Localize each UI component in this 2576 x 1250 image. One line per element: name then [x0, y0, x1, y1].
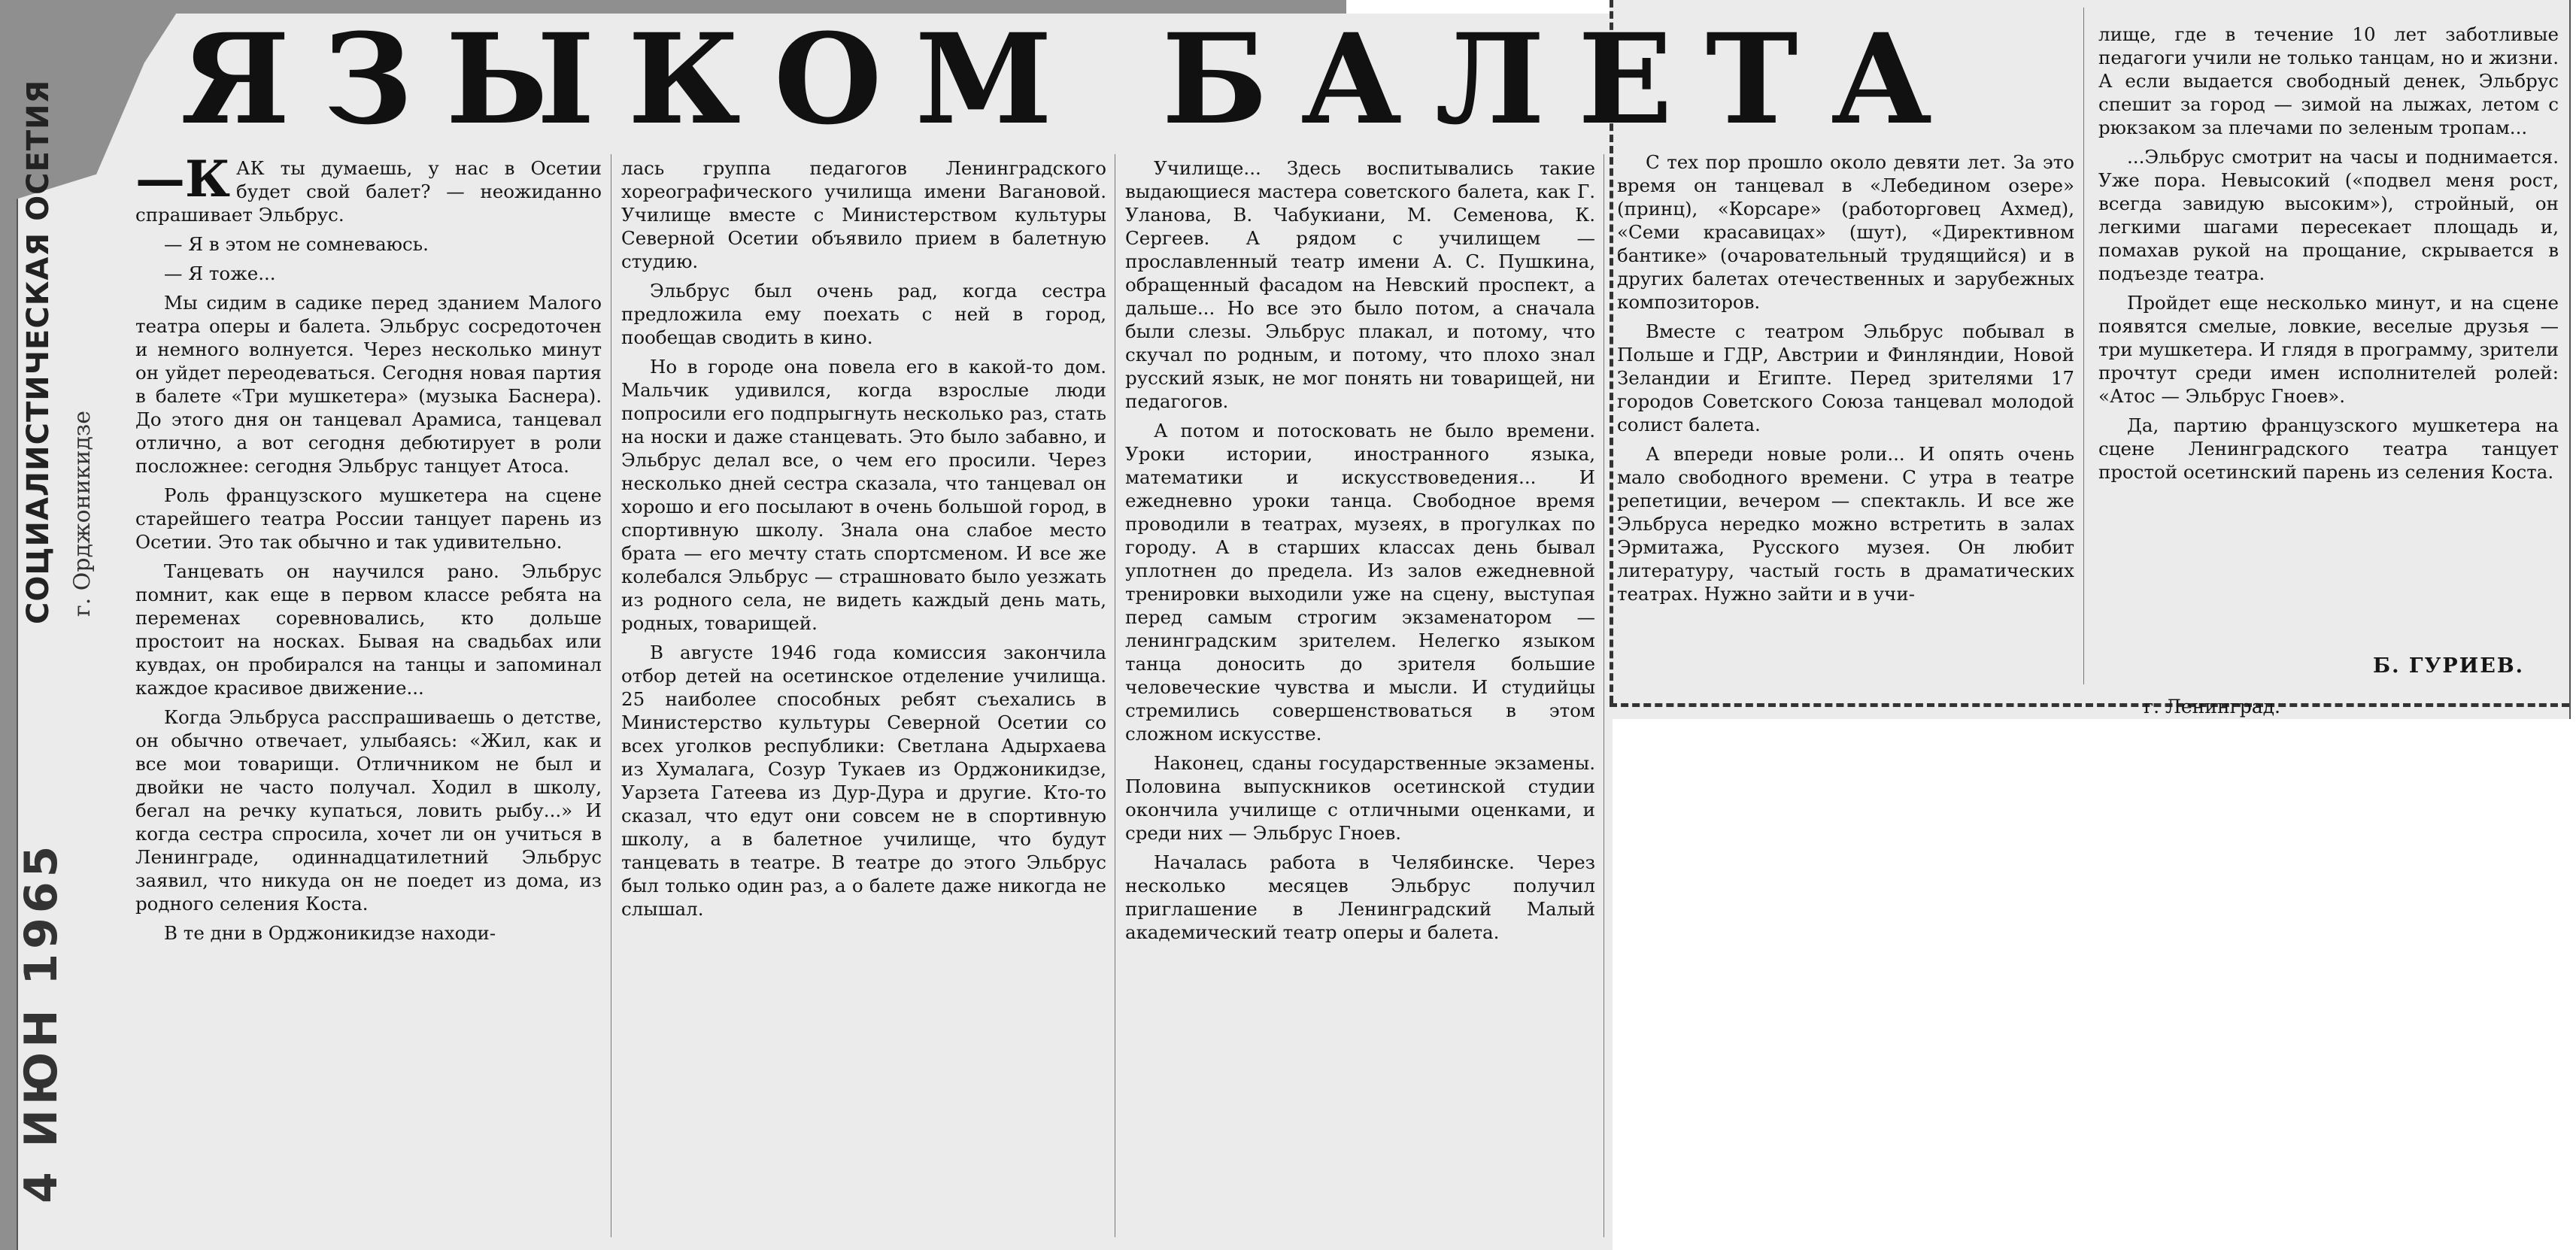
dateline-place: г. Ленинград.: [2144, 696, 2280, 718]
author-signature: Б. ГУРИЕВ.: [2373, 654, 2525, 678]
column-divider: [2083, 8, 2084, 684]
paragraph-text: — Я в этом не сомневаюсь.: [164, 233, 429, 255]
article-paragraph: [135, 262, 602, 285]
paragraph-text: Началась работа в Челябинске. Через несколько месяцев Эльбрус получил приглашение в Ленинградский Малый академический театр оперы и балета.: [1125, 851, 1595, 943]
paragraph-text: Танцевать он научился рано. Эльбрус помнит, как еще в первом классе ребята на переменах соревновались, кто дольше простоит на носках. Бывая на свадьбах или кувдах, он пробирался на танцы и запоминал каждое красивое движение...: [135, 560, 602, 699]
paragraph-text: Наконец, сданы государственные экзамены. Половина выпускников осетинской студии окончила училище с отличными оценками, и среди них — Эльбрус Гноев.: [1125, 752, 1595, 844]
paragraph-text: Когда Эльбруса расспрашиваешь о детстве, он обычно отвечает, улыбаясь: «Жил, как и все мои товарищи. Отличником не был и двойки не часто получал. Ходил в школу, бегал на речку купаться, ловить рыбу...» И когда сестра спросила, хочет ли он учиться в Ленинграде, одиннадцатилетний Эльбрус заявил, что никуда он не поедет из дома, из родного селения Коста.: [135, 706, 602, 915]
article-paragraph: [1617, 320, 2074, 436]
article-paragraph: [1617, 150, 2074, 314]
article-paragraph: [135, 156, 602, 226]
article-column-3: [1125, 156, 1595, 1239]
paragraph-text: лище, где в течение 10 лет заботливые педагоги учили не только танцам, но и жизни. А если выдается свободный денек, Эльбрус спешит за город — зимой на лыжах, летом с рюкзаком за плечами по зеленым тропам...: [2098, 23, 2559, 138]
article-column-5: [2098, 23, 2559, 654]
newspaper-masthead: СОЦИАЛИСТИЧЕСКАЯ ОСЕТИЯ: [21, 79, 56, 624]
article-paragraph: [2098, 23, 2559, 139]
article-paragraph: [135, 291, 602, 478]
drop-cap: —К: [135, 156, 231, 208]
article-paragraph: [135, 921, 602, 945]
article-paragraph: [135, 705, 602, 915]
article-column-1: [135, 156, 602, 1239]
paragraph-text: Пройдет еще несколько минут, и на сцене появятся смелые, ловкие, веселые друзья — три мушкетера. И глядя в программу, зрители прочтут среди имен исполнителей ролей: «Атос — Эльбрус Гноев».: [2098, 292, 2559, 407]
paragraph-text: Да, партию французского мушкетера на сцене Ленинградского театра танцует простой осетинский парень из селения Коста.: [2098, 414, 2559, 483]
article-column-4: [1617, 150, 2074, 699]
newspaper-city: г. Орджоникидзе: [69, 410, 96, 617]
paragraph-text: С тех пор прошло около девяти лет. За это время он танцевал в «Лебедином озере» (принц), «Корсаре» (работорговец Ахмед), «Семи красавицах» (шут), «Директивном бантике» (очаровательный трудящийся) и в других балетах отечественных и зарубежных композиторов.: [1617, 151, 2074, 313]
article-paragraph: [621, 279, 1106, 349]
paragraph-text: — Я тоже...: [164, 262, 276, 284]
paragraph-text: ...Эльбрус смотрит на часы и поднимается. Уже пора. Невысокий («подвел меня рост, всегда завидую высоким»), стройный, он легкими шагами пересекает площадь и, помахав рукой на прощание, скрывается в подъезде театра.: [2098, 146, 2559, 284]
dashed-edge-bottom-right: [1610, 703, 2569, 707]
article-paragraph: [1617, 442, 2074, 605]
date-stamp: 4 ИЮН 1965: [15, 841, 68, 1203]
article-paragraph: [1125, 851, 1595, 944]
paragraph-text: Но в городе она повела его в какой-то дом. Мальчик удивился, когда взрослые люди попросили его подпрыгнуть несколько раз, стать на носки и даже станцевать. Это было забавно, и Эльбрус делал все, о чем его просили. Через несколько дней сестра сказала, что танцевал он хорошо и его посылают в очень большой город, в спортивную школу. Знала она слабое место брата — его мечту стать спортсменом. И все же колебался Эльбрус — страшновато было уезжать из родного села, не видеть каждый день мать, родных, товарищей.: [621, 356, 1106, 634]
paragraph-text: В те дни в Орджоникидзе находи-: [164, 922, 496, 944]
paragraph-text: А впереди новые роли... И опять очень мало свободного времени. С утра в театре репетиции, вечером — спектакль. И все же Эльбруса нередко можно встретить в залах Эрмитажа, Русского музея. Он любит литературу, частый гость в драматических театрах. Нужно зайти и в учи-: [1617, 443, 2074, 605]
article-paragraph: [135, 484, 602, 554]
article-column-2: [621, 156, 1106, 1239]
article-paragraph: [1125, 419, 1595, 745]
paragraph-text: Училище... Здесь воспитывались такие выдающиеся мастера советского балета, как Г. Уланова, В. Чабукиани, М. Семенова, К. Сергеев. А рядом с училищем — прославленный театр имени А. С. Пушкина, обращенный фасадом на Невский проспект, а дальше... Но все это было потом, а сначала были слезы. Эльбрус плакал, и потому, что скучал по родным, и потому, что плохо знал русский язык, не мог понять ни товарищей, ни педагогов.: [1125, 157, 1595, 412]
article-paragraph: [621, 641, 1106, 921]
article-paragraph: [1125, 751, 1595, 845]
paragraph-text: А потом и потосковать не было времени. Уроки истории, иностранного языка, математики и искусствоведения... И ежедневно уроки танца. Свободное время проводили в театрах, музеях, в прогулках по городу. А в старших классах день бывал уплотнен до предела. Из залов ежедневной тренировки выходили уже на сцену, выступая перед самым строгим экзаменатором — ленинградским зрителем. Нелегко языком танца доносить до зрителя большие человеческие чувства и мысли. И студийцы стремились совершенствоваться в этом сложном искусстве.: [1125, 420, 1595, 745]
paragraph-text: В августе 1946 года комиссия закончила отбор детей на осетинское отделение училища. 25 наиболее способных ребят съехались в Министерство культуры Северной Осетии со всех уголков республики: Светлана Адырхаева из Хумалага, Созур Тукаев из Орджоникидзе, Уарзета Гатеева из Дур-Дура и другие. Кто-то сказал, что едут они совсем не в спортивную школу, а в балетное училище, что будут танцевать в театре. В театре до этого Эльбрус был только один раз, а о балете даже никогда не слышал.: [621, 642, 1106, 920]
paragraph-text: Мы сидим в садике перед зданием Малого театра оперы и балета. Эльбрус сосредоточен и немного волнуется. Через несколько минут он уйдет переодеваться. Сегодня новая партия в балете «Три мушкетера» (музыка Баснера). До этого дня он танцевал Арамиса, танцевал отлично, а вот сегодня дебютирует в роли посложнее: сегодня Эльбрус танцует Атоса.: [135, 292, 602, 477]
paragraph-text: лась группа педагогов Ленинградского хореографического училища имени Вагановой. Училище вместе с Министерством культуры Северной Осетии объявило прием в балетную студию.: [621, 157, 1106, 272]
paragraph-text: Эльбрус был очень рад, когда сестра предложила ему поехать с ней в город, пообещав сводить в кино.: [621, 280, 1106, 348]
article-paragraph: [2098, 414, 2559, 484]
article-paragraph: [2098, 291, 2559, 408]
article-paragraph: [621, 156, 1106, 273]
article-paragraph: [621, 355, 1106, 635]
article-paragraph: [135, 560, 602, 699]
paragraph-text: АК ты думаешь, у нас в Осетии будет свой балет? — неожиданно спрашивает Эльбрус.: [135, 157, 602, 226]
article-paragraph: [2098, 145, 2559, 285]
headline: ЯЗЫКОМ БАЛЕТА: [181, 6, 1965, 152]
paragraph-text: Вместе с театром Эльбрус побывал в Польше и ГДР, Австрии и Финляндии, Новой Зеландии и Египте. Перед зрителями 17 городов Советского Союза танцевал молодой солист балета.: [1617, 320, 2074, 435]
article-paragraph: [135, 232, 602, 256]
paragraph-text: Роль французского мушкетера на сцене старейшего театра России танцует парень из Осетии. Это так обычно и так удивительно.: [135, 484, 602, 553]
article-paragraph: [1125, 156, 1595, 413]
